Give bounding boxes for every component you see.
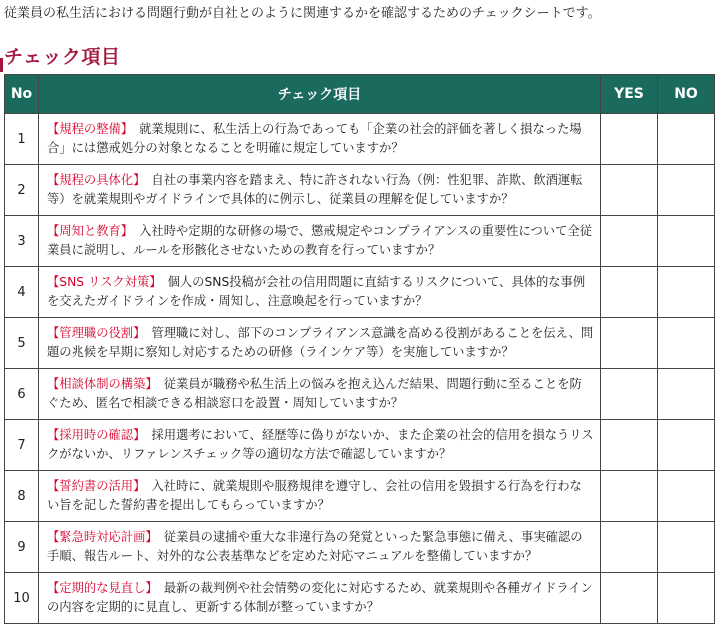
check-item [39,369,601,420]
item-description: 従業員が職務や私生活上の悩みを抱え込んだ結果、問題行動に至ることを防ぐため、匿名で相談できる相談窓口を設置・周知していますか？ [47,377,582,410]
item-category-tag: 【周知と教育】 [47,224,134,238]
row-number: 3 [5,216,39,267]
header-yes: YES [601,75,658,114]
item-description: 自社の事業内容を踏まえ、特に許されない行為（例：性犯罪、詐欺、飲酒運転等）を就業規則やガイドラインで具体的に例示し、従業員の理解を促していますか？ [47,173,583,206]
no-checkbox-cell[interactable] [658,471,715,522]
item-description: 従業員の逮捕や重大な非違行為の発覚といった緊急事態に備え、事実確認の手順、報告ルート、対外的な公表基準などを定めた対応マニュアルを整備していますか？ [47,530,583,563]
no-checkbox-cell[interactable] [658,114,715,165]
row-number: 8 [5,471,39,522]
checklist-table [4,74,715,624]
row-number: 10 [5,573,39,624]
no-checkbox-cell[interactable] [658,522,715,573]
check-item [39,420,601,471]
table-row [5,165,715,216]
table-row [5,318,715,369]
table-row [5,522,715,573]
yes-checkbox-cell[interactable] [601,522,658,573]
table-row [5,471,715,522]
item-description: 採用選考において、経歴等に偽りがないか、また企業の社会的信用を損なうリスクがないか、リファレンスチェック等の適切な方法で確認していますか？ [47,428,594,461]
yes-checkbox-cell[interactable] [601,573,658,624]
no-checkbox-cell[interactable] [658,165,715,216]
check-item [39,114,601,165]
no-checkbox-cell[interactable] [658,216,715,267]
item-category-tag: 【規程の具体化】 [47,173,146,187]
section-title: チェック項目 [4,46,121,68]
no-checkbox-cell[interactable] [658,420,715,471]
header-check-item: チェック項目 [39,75,601,114]
item-category-tag: 【規程の整備】 [47,122,134,136]
table-row [5,114,715,165]
item-description: 最新の裁判例や社会情勢の変化に対応するため、就業規則や各種ガイドラインの内容を定期的に見直し、更新する体制が整っていますか？ [47,581,593,614]
no-checkbox-cell[interactable] [658,318,715,369]
row-number: 6 [5,369,39,420]
row-number: 4 [5,267,39,318]
item-category-tag: 【相談体制の構築】 [47,377,158,391]
item-category-tag: 【緊急時対応計画】 [47,530,158,544]
item-category-tag: 【SNS リスク対策】 [47,275,162,289]
item-description: 入社時に、就業規則や服務規律を遵守し、会社の信用を毀損する行為を行わない旨を記した誓約書を提出してもらっていますか？ [47,479,582,512]
item-description: 就業規則に、私生活上の行為であっても「企業の社会的評価を著しく損なった場合」には懲戒処分の対象となることを明確に規定していますか？ [47,122,582,155]
table-row [5,369,715,420]
row-number: 7 [5,420,39,471]
table-header-row [5,75,715,114]
row-number: 9 [5,522,39,573]
check-item [39,216,601,267]
item-description: 個人のSNS投稿が会社の信用問題に直結するリスクについて、具体的な事例を交えたガイドラインを作成・周知し、注意喚起を行っていますか？ [47,275,586,308]
header-no-answer: NO [658,75,715,114]
yes-checkbox-cell[interactable] [601,318,658,369]
row-number: 2 [5,165,39,216]
check-item [39,165,601,216]
intro-text: 従業員の私生活における問題行動が自社とのように関連するかを確認するためのチェックシートです。 [4,6,601,21]
item-category-tag: 【管理職の役割】 [47,326,146,340]
yes-checkbox-cell[interactable] [601,369,658,420]
check-item [39,573,601,624]
check-item [39,267,601,318]
item-category-tag: 【採用時の確認】 [47,428,146,442]
item-description: 入社時や定期的な研修の場で、懲戒規定やコンプライアンスの重要性について全従業員に説明し、ルールを形骸化させないための教育を行っていますか？ [47,224,592,257]
table-row [5,267,715,318]
no-checkbox-cell[interactable] [658,369,715,420]
table-row [5,420,715,471]
item-category-tag: 【誓約書の活用】 [47,479,146,493]
yes-checkbox-cell[interactable] [601,420,658,471]
check-item [39,471,601,522]
no-checkbox-cell[interactable] [658,573,715,624]
header-no: No [5,75,39,114]
row-number: 1 [5,114,39,165]
check-item [39,522,601,573]
no-checkbox-cell[interactable] [658,267,715,318]
row-number: 5 [5,318,39,369]
item-description: 管理職に対し、部下のコンプライアンス意識を高める役割があることを伝え、問題の兆候を早期に察知し対応するための研修（ラインケア等）を実施していますか？ [47,326,594,359]
table-row [5,216,715,267]
yes-checkbox-cell[interactable] [601,216,658,267]
yes-checkbox-cell[interactable] [601,471,658,522]
section-title-marker [0,58,3,72]
check-item [39,318,601,369]
item-category-tag: 【定期的な見直し】 [47,581,158,595]
yes-checkbox-cell[interactable] [601,114,658,165]
table-row [5,573,715,624]
yes-checkbox-cell[interactable] [601,267,658,318]
yes-checkbox-cell[interactable] [601,165,658,216]
